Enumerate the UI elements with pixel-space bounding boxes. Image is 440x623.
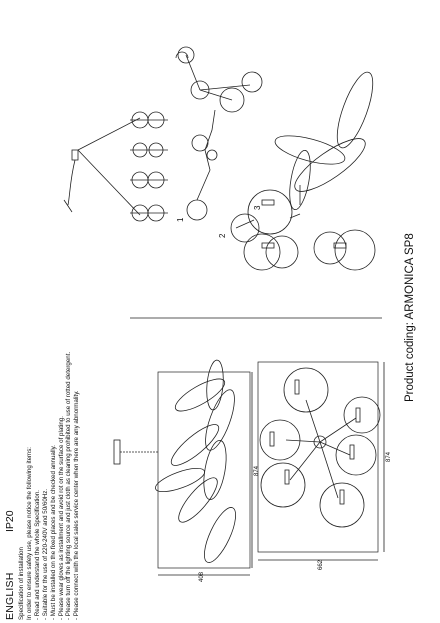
dim-side-depth: 408 (199, 571, 205, 582)
ring-cluster-drawing (272, 68, 380, 211)
spec-item: - Suitable for the use of 220-240V and 50/60Hz. (41, 488, 49, 620)
spec-item: - Please wear gloves as installment and avoid rot on the surface of plating. (57, 416, 65, 620)
dim-top-width: 874 (386, 451, 392, 462)
part-number-1: 1 (176, 217, 185, 222)
language-heading: ENGLISH (4, 572, 16, 620)
spec-title: Specification of installation (18, 547, 25, 620)
spec-item: - Please connect with the local sales service center when there are any abnormality. (73, 390, 81, 620)
spec-item: - Please turn off the lighting source and just cloth as cleaning prohibited to use of rotted detergent. (65, 351, 73, 620)
spec-item: - Read and understand the whole Specification. (33, 489, 41, 620)
side-view-drawing (114, 359, 252, 575)
spec-item: - Must be installed on the fixed places and be checked annually. (49, 445, 57, 620)
assembly-drawing (64, 47, 262, 221)
part-number-3: 3 (253, 205, 262, 210)
spec-intro: In order to ensure safety use, please notice the following items: (25, 446, 33, 620)
dim-top-depth: 662 (318, 559, 324, 570)
part-number-2: 2 (218, 233, 227, 238)
ip-rating: IP20 (4, 510, 16, 532)
dim-side-height: 874 (254, 465, 260, 476)
product-coding: Product coding: ARMONICA SP8 (404, 233, 416, 402)
top-view-drawing (258, 362, 384, 560)
